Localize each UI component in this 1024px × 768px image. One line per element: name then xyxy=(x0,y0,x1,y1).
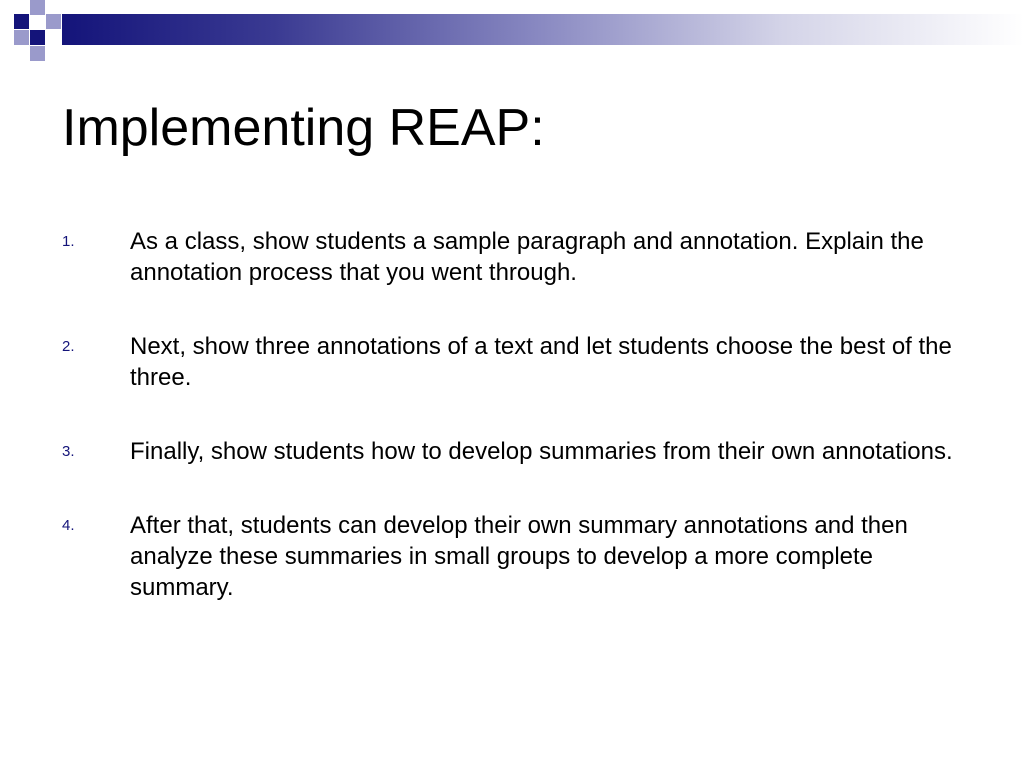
list-item xyxy=(62,510,982,603)
decorative-square xyxy=(46,14,61,29)
step-text: Next, show three annotations of a text and let students choose the best of the three. xyxy=(130,333,952,391)
step-number: 4. xyxy=(62,517,75,534)
list-item xyxy=(62,226,982,288)
step-number: 3. xyxy=(62,443,75,460)
step-number: 2. xyxy=(62,338,75,355)
step-text: As a class, show students a sample paragraph and annotation. Explain the annotation process that you went through. xyxy=(130,228,924,286)
decorative-square xyxy=(30,46,45,61)
decorative-square xyxy=(30,30,45,45)
step-text: After that, students can develop their own summary annotations and then analyze these summaries in small groups to develop a more complete summary. xyxy=(130,512,908,601)
decorative-square xyxy=(30,0,45,15)
steps-list xyxy=(62,226,982,646)
step-text: Finally, show students how to develop summaries from their own annotations. xyxy=(130,438,953,465)
decorative-square xyxy=(14,14,29,29)
header-gradient-bar xyxy=(62,14,1024,45)
step-number: 1. xyxy=(62,233,75,250)
list-item xyxy=(62,331,982,393)
slide-title: Implementing REAP: xyxy=(62,99,545,157)
list-item xyxy=(62,436,982,467)
decorative-square xyxy=(14,30,29,45)
